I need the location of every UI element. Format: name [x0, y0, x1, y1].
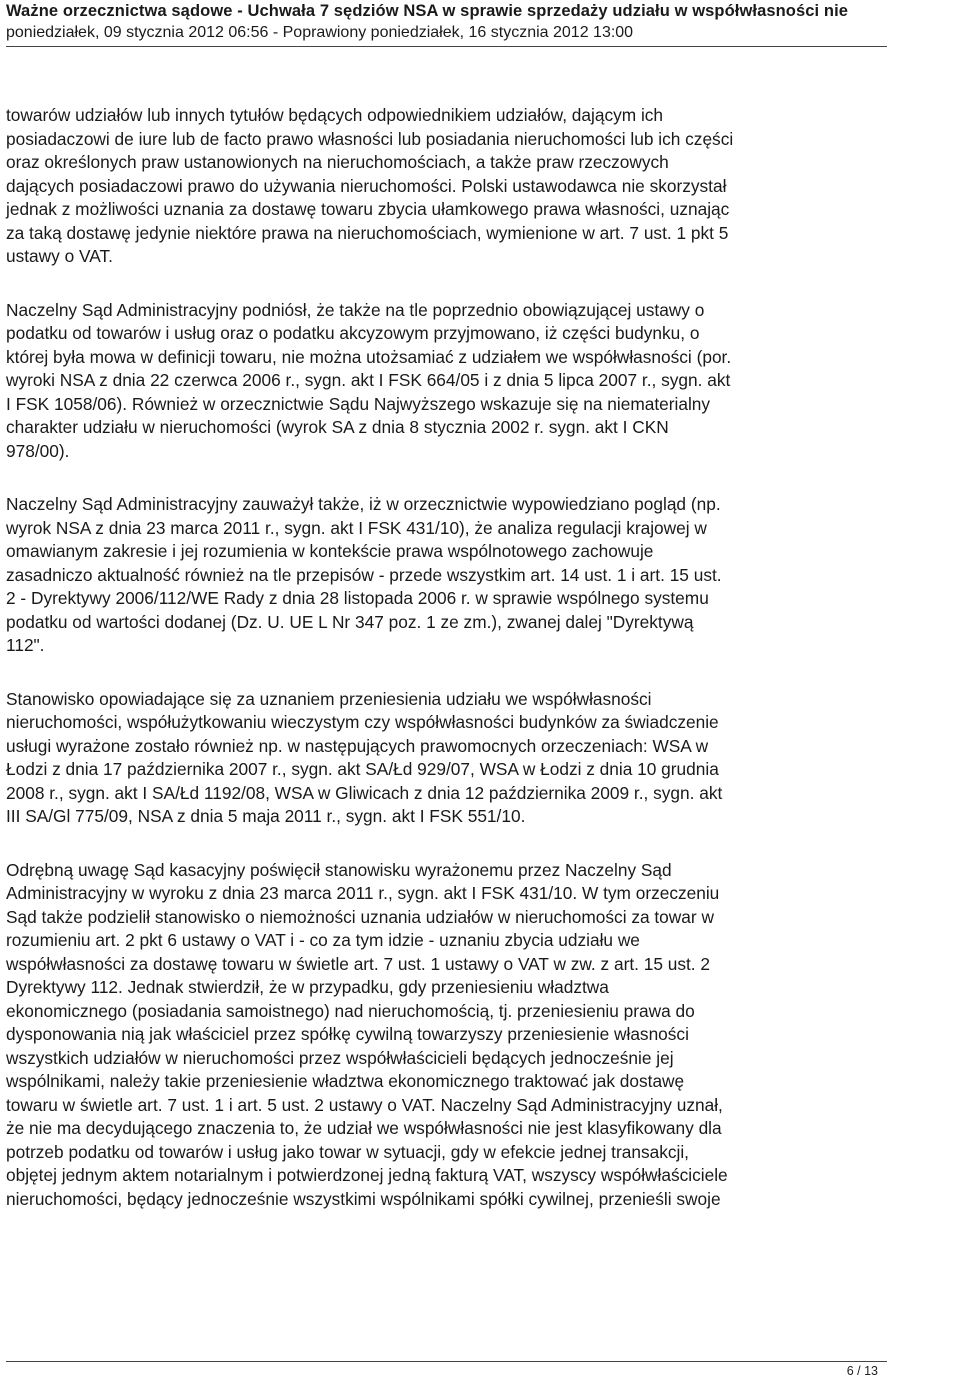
text-line: ekonomicznego (posiadania samoistnego) nad nieruchomością, tj. przeniesieniu prawa do — [6, 1000, 695, 1021]
paragraph-1 — [6, 104, 891, 269]
text-line: 978/00). — [6, 440, 70, 461]
text-line: III SA/Gl 775/09, NSA z dnia 5 maja 2011 r., sygn. akt I FSK 551/10. — [6, 806, 526, 826]
text-line: Administracyjny w wyroku z dnia 23 marca 2011 r., sygn. akt I FSK 431/10. W tym orzeczeniu — [6, 883, 720, 903]
document-body — [6, 104, 891, 1211]
text-line: usługi wyrażone zostało również np. w następujących prawomocnych orzeczeniach: WSA w — [6, 735, 709, 756]
page-number: 6 / 13 — [846, 1364, 878, 1378]
text-line: zasadniczo aktualność również na tle przepisów - przede wszystkim art. 14 ust. 1 i art. 15 ust. — [6, 564, 722, 585]
text-line: wspólnikami, należy takie przeniesienie władztwa ekonomicznego traktować jak dostawę — [6, 1071, 685, 1091]
text-line: 2 - Dyrektywy 2006/112/WE Rady z dnia 28 listopada 2006 r. w sprawie wspólnego systemu — [6, 588, 709, 608]
text-line: Dyrektywy 112. Jednak stwierdził, że w przypadku, gdy przeniesieniu władztwa — [6, 977, 609, 997]
paragraph-5 — [6, 859, 891, 1212]
text-line: nieruchomości, współużytkowaniu wieczystym czy współwłasności budynków za świadczenie — [6, 712, 719, 732]
text-line: towarów udziałów lub innych tytułów będących odpowiednikiem udziałów, dającym ich — [6, 105, 664, 125]
text-line: posiadaczowi de iure lub de facto prawo własności lub posiadania nieruchomości lub ich części — [6, 128, 734, 149]
text-line: objętej jednym aktem notarialnym i potwierdzonej jedną fakturą VAT, wszyscy współwłaściciele — [6, 1165, 728, 1185]
text-line: współwłasności za dostawę towaru w świetle art. 7 ust. 1 ustawy o VAT w zw. z art. 15 ust. 2 — [6, 953, 711, 974]
paragraph-4 — [6, 688, 891, 829]
text-line: wyroki NSA z dnia 22 czerwca 2006 r., sygn. akt I FSK 664/05 i z dnia 5 lipca 2007 r., sygn. akt — [6, 370, 731, 390]
text-line: której była mowa w definicji towaru, nie można utożsamiać z udziałem we współwłasności (por. — [6, 346, 732, 367]
text-line: Odrębną uwagę Sąd kasacyjny poświęcił stanowisku wyrażonemu przez Naczelny Sąd — [6, 859, 672, 880]
text-line: 2008 r., sygn. akt I SA/Łd 1192/08, WSA w Gliwicach z dnia 12 października 2009 r., sygn. akt — [6, 782, 723, 803]
paragraph-2 — [6, 299, 891, 464]
paragraph-3 — [6, 493, 891, 658]
text-line: 112". — [6, 635, 45, 655]
text-line: oraz określonych praw ustanowionych na nieruchomościach, a także praw rzeczowych — [6, 152, 669, 172]
page-header — [6, 0, 960, 44]
text-line: za taką dostawę jedynie niektóre prawa na nieruchomościach, wymienione w art. 7 ust. 1 pkt 5 — [6, 222, 729, 243]
header-divider — [6, 46, 887, 47]
text-line: potrzeb podatku od towarów i usług jako towar w sytuacji, gdy w efekcie jednej transakcji, — [6, 1141, 689, 1162]
text-line: jednak z możliwości uznania za dostawę towaru zbycia ułamkowego prawa własności, uznając — [6, 199, 730, 219]
text-line: nieruchomości, będący jednocześnie wszystkimi wspólnikami spółki cywilnej, przenieśli swoje — [6, 1188, 721, 1209]
text-line: dysponowania nią jak właściciel przez spółkę cywilną towarzyszy przeniesienie własności — [6, 1024, 689, 1044]
text-line: charakter udziału w nieruchomości (wyrok SA z dnia 8 stycznia 2002 r. sygn. akt I CKN — [6, 417, 669, 437]
text-line: omawianym zakresie i jej rozumienia w kontekście prawa wspólnotowego zachowuje — [6, 541, 654, 561]
text-line: Naczelny Sąd Administracyjny zauważył także, iż w orzecznictwie wypowiedziano pogląd (np. — [6, 494, 721, 514]
text-line: Stanowisko opowiadające się za uznaniem przeniesienia udziału we współwłasności — [6, 688, 652, 709]
text-line: dających posiadaczowi prawo do używania nieruchomości. Polski ustawodawca nie skorzystał — [6, 175, 727, 196]
text-line: rozumieniu art. 2 pkt 6 ustawy o VAT i - co za tym idzie - uznaniu zbycia udziału we — [6, 930, 640, 950]
text-line: Naczelny Sąd Administracyjny podniósł, że także na tle poprzednio obowiązującej ustawy o — [6, 299, 705, 320]
text-line: wyrok NSA z dnia 23 marca 2011 r., sygn. akt I FSK 431/10), że analiza regulacji krajowej w — [6, 517, 707, 538]
document-meta: poniedziałek, 09 stycznia 2012 06:56 - Poprawiony poniedziałek, 16 stycznia 2012 13:00 — [6, 24, 634, 41]
footer-divider — [6, 1361, 887, 1362]
text-line: że nie ma decydującego znaczenia to, że udział we współwłasności nie jest klasyfikowany dla — [6, 1118, 722, 1138]
text-line: Łodzi z dnia 17 października 2007 r., sygn. akt SA/Łd 929/07, WSA w Łodzi z dnia 10 grudnia — [6, 759, 719, 779]
text-line: I FSK 1058/06). Również w orzecznictwie Sądu Najwyższego wskazuje się na niematerialny — [6, 393, 711, 414]
text-line: towaru w świetle art. 7 ust. 1 i art. 5 ust. 2 ustawy o VAT. Naczelny Sąd Administracyjny uznał, — [6, 1094, 723, 1115]
text-line: wszystkich udziałów w nieruchomości przez współwłaścicieli będących jednocześnie jej — [6, 1047, 674, 1068]
text-line: Sąd także podzielił stanowisko o niemożności uznania udziałów w nieruchomości za towar w — [6, 906, 714, 927]
text-line: podatku od towarów i usług oraz o podatku akcyzowym przyjmowano, iż części budynku, o — [6, 323, 700, 343]
text-line: podatku od wartości dodanej (Dz. U. UE L Nr 347 poz. 1 ze zm.), zwanej dalej "Dyrektywą — [6, 611, 694, 632]
document-title: Ważne orzecznictwa sądowe - Uchwała 7 sędziów NSA w sprawie sprzedaży udziału w współwłasności nie — [6, 2, 849, 20]
text-line: ustawy o VAT. — [6, 246, 113, 266]
